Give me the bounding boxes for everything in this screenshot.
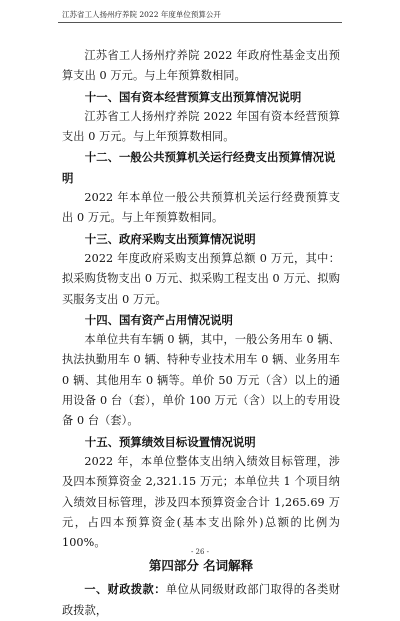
heading-14: 十四、国有资产占用情况说明 [84, 312, 233, 327]
running-header: 江苏省工人扬州疗养院 2022 年度单位预算公开 [62, 10, 221, 19]
heading-11: 十一、国有资本经营预算支出预算情况说明 [84, 89, 302, 104]
paragraph-term-definition [62, 580, 340, 621]
term-text: 单位从同级财政部门取得的各类财政拨款， [62, 583, 340, 617]
paragraph-fund-expenditure: 江苏省工人扬州疗养院 2022 年政府性基金支出预算支出 0 万元。与上年预算数相同。 [62, 49, 340, 83]
heading-12: 十二、一般公共预算机关运行经费支出预算情况说明 [62, 150, 336, 185]
page-number: - 26 - [190, 548, 210, 556]
content [62, 46, 340, 621]
paragraph-assets: 本单位共有车辆 0 辆，其中，一般公务用车 0 辆、执法执勤用车 0 辆、特种专业技术用车 0 辆、业务用车 0 辆、其他用车 0 辆等。单价 50 万元（含）以上的通用设备 0 台（套），单价 100 万元（含）以上的专用设备 0 台（套）。 [62, 333, 340, 428]
paragraph-procurement: 2022 年度政府采购支出预算总额 0 万元，其中：拟采购货物支出 0 万元、拟采购工程支出 0 万元、拟购买服务支出 0 万元。 [62, 251, 340, 306]
heading-15: 十五、预算绩效目标设置情况说明 [84, 434, 256, 449]
header-rule [58, 22, 342, 23]
term-label: 一、财政拨款： [84, 583, 166, 597]
part-title: 第四部分 名词解释 [148, 558, 254, 574]
paragraph-performance: 2022 年，本单位整体支出纳入绩效目标管理，涉及四本预算资金 2,321.15 万元；本单位共 1 个项目纳入绩效目标管理，涉及四本预算资金合计 1,265.69 万元，占四本预算资金(基本支出除外)总额的比例为 100%。 [62, 454, 340, 550]
paragraph-state-capital: 江苏省工人扬州疗养院 2022 年国有资本经营预算支出 0 万元。与上年预算数相同。 [62, 109, 340, 144]
heading-13: 十三、政府采购支出预算情况说明 [84, 231, 256, 246]
paragraph-operating-expenses: 2022 年本单位一般公共预算机关运行经费预算支出 0 万元。与上年预算数相同。 [62, 191, 340, 225]
